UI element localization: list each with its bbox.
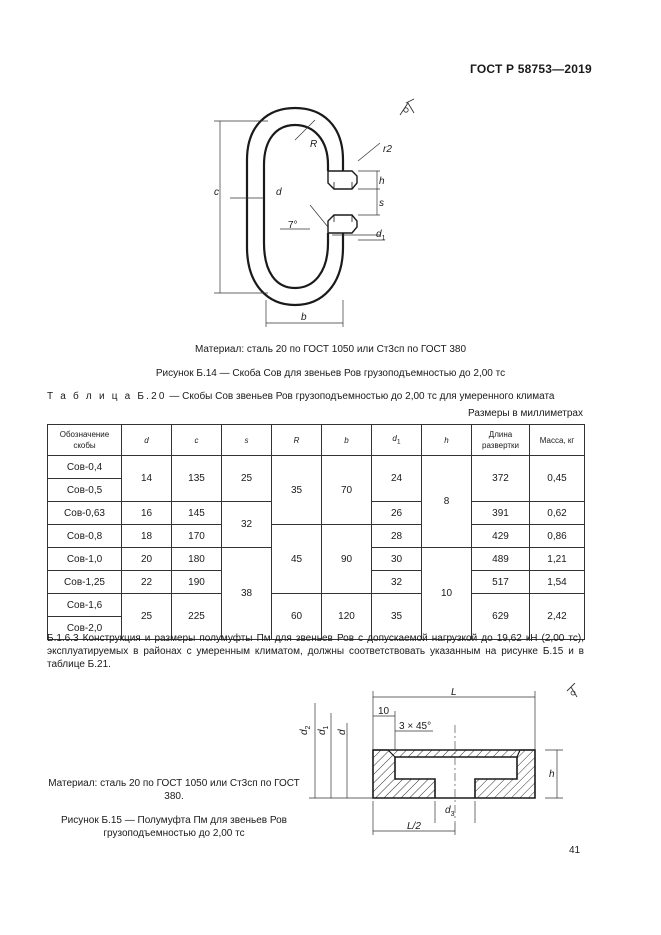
- lower-stud: [328, 215, 357, 233]
- cell-b: 90: [322, 525, 372, 594]
- cell-d: 14: [122, 456, 172, 502]
- shackle-inner-outline: [264, 125, 328, 288]
- roughness-mark: [400, 99, 414, 115]
- figure-b14-drawing: [200, 95, 430, 330]
- cell-length: 391: [472, 502, 530, 525]
- cell-name: Сов-2,0: [48, 617, 122, 640]
- cell-length: 489: [472, 548, 530, 571]
- cell-mass: 2,42: [530, 594, 585, 640]
- th-designation: Обозначение скобы: [48, 425, 122, 456]
- cell-length: 629: [472, 594, 530, 640]
- cell-c: 225: [172, 594, 222, 640]
- cell-mass: 0,45: [530, 456, 585, 502]
- cell-d: 22: [122, 571, 172, 594]
- label-r2: r2: [383, 144, 392, 155]
- th-mass: Масса, кг: [530, 425, 585, 456]
- cell-d: 18: [122, 525, 172, 548]
- cell-name: Сов-0,63: [48, 502, 122, 525]
- label-R: R: [310, 139, 318, 150]
- label-b: b: [301, 312, 307, 323]
- cell-name: Сов-0,4: [48, 456, 122, 479]
- label-s: s: [379, 198, 384, 209]
- cell-h: 10: [422, 548, 472, 640]
- cell-length: 517: [472, 571, 530, 594]
- cell-s: 25: [222, 456, 272, 502]
- figure-b15-caption: Рисунок Б.15 — Полумуфта Пм для звеньев Ров грузоподъемностью до 2,00 тс: [61, 815, 287, 839]
- label-d3: $d_3$: [445, 805, 455, 818]
- figure-b15-material: Материал: сталь 20 по ГОСТ 1050 или Ст3сп по ГОСТ 380.: [48, 778, 300, 802]
- cell-mass: 1,21: [530, 548, 585, 571]
- label-d: d: [337, 729, 348, 735]
- cell-d1: 32: [372, 571, 422, 594]
- cell-d: 16: [122, 502, 172, 525]
- cell-c: 190: [172, 571, 222, 594]
- label-10: 10: [378, 706, 390, 717]
- cell-c: 135: [172, 456, 222, 502]
- cell-d1: 35: [372, 594, 422, 640]
- label-d2: $d_2$: [299, 725, 312, 735]
- standard-code: ГОСТ Р 58753—2019: [470, 62, 592, 76]
- cell-s: 32: [222, 502, 272, 548]
- figure-b15-drawing: [295, 683, 595, 843]
- th-h: h: [422, 425, 472, 456]
- cell-mass: 1,54: [530, 571, 585, 594]
- cell-length: 429: [472, 525, 530, 548]
- cell-d1: 26: [372, 502, 422, 525]
- paragraph-b163: Б.1.6.3 Конструкция и размеры полумуфты Пм для звеньев Ров с допускаемой нагрузкой до 19,62 кН (2,00 тс), эксплуатируемых в районах с умеренным климатом, должны соответствовать указанным на рисунке Б.15 и в таблице Б.21.: [47, 633, 584, 670]
- figure-b14-caption: Рисунок Б.14 — Скоба Сов для звеньев Ров грузоподъемностью до 2,00 тс: [155, 368, 506, 379]
- label-d: d: [276, 187, 282, 198]
- table-b20: [47, 424, 585, 640]
- th-b: b: [322, 425, 372, 456]
- th-d: d: [122, 425, 172, 456]
- label-d1: $d_1$: [317, 725, 330, 735]
- label-h: h: [379, 176, 385, 187]
- table-header-row: [48, 425, 585, 456]
- label-d1: $d_1$: [376, 229, 386, 242]
- table-units: Размеры в миллиметрах: [468, 408, 583, 419]
- figure-b14-material: Материал: сталь 20 по ГОСТ 1050 или Ст3сп по ГОСТ 380: [194, 344, 467, 355]
- page-number: 41: [569, 845, 581, 856]
- cell-b: 70: [322, 456, 372, 525]
- table-row: [48, 594, 585, 617]
- label-L: L: [451, 687, 457, 698]
- th-length: Длина развертки: [472, 425, 530, 456]
- table-row: [48, 525, 585, 548]
- cell-d1: 24: [372, 456, 422, 502]
- cell-c: 180: [172, 548, 222, 571]
- cell-R: 35: [272, 456, 322, 525]
- cell-name: Сов-1,25: [48, 571, 122, 594]
- cell-d: 25: [122, 594, 172, 640]
- cell-name: Сов-1,0: [48, 548, 122, 571]
- th-s: s: [222, 425, 272, 456]
- th-d1: $d_1$: [372, 425, 422, 456]
- upper-stud: [328, 171, 357, 189]
- cell-h: 8: [422, 456, 472, 548]
- cell-name: Сов-0,8: [48, 525, 122, 548]
- label-h: h: [549, 769, 555, 780]
- cell-d1: 30: [372, 548, 422, 571]
- cell-d1: 28: [372, 525, 422, 548]
- cell-length: 372: [472, 456, 530, 502]
- label-L2: L/2: [407, 821, 421, 832]
- cell-c: 170: [172, 525, 222, 548]
- cell-mass: 0,62: [530, 502, 585, 525]
- cell-R: 45: [272, 525, 322, 594]
- cell-d: 20: [122, 548, 172, 571]
- coupling-section: [373, 750, 535, 798]
- cell-name: Сов-0,5: [48, 479, 122, 502]
- cell-mass: 0,86: [530, 525, 585, 548]
- cell-c: 145: [172, 502, 222, 525]
- label-angle: 7°: [288, 220, 298, 231]
- shackle-outer-outline: [247, 108, 343, 305]
- th-R: R: [272, 425, 322, 456]
- label-c: c: [214, 187, 219, 198]
- label-chamfer: 3 × 45°: [399, 721, 432, 732]
- th-c: c: [172, 425, 222, 456]
- cell-R: 60: [272, 594, 322, 640]
- cell-b: 120: [322, 594, 372, 640]
- table-title: Т а б л и ц а Б.20 — Скобы Сов звеньев Ров грузоподъемностью до 2,00 тс для умеренного климата: [47, 391, 555, 402]
- cell-name: Сов-1,6: [48, 594, 122, 617]
- table-row: [48, 456, 585, 479]
- cell-s: 38: [222, 548, 272, 640]
